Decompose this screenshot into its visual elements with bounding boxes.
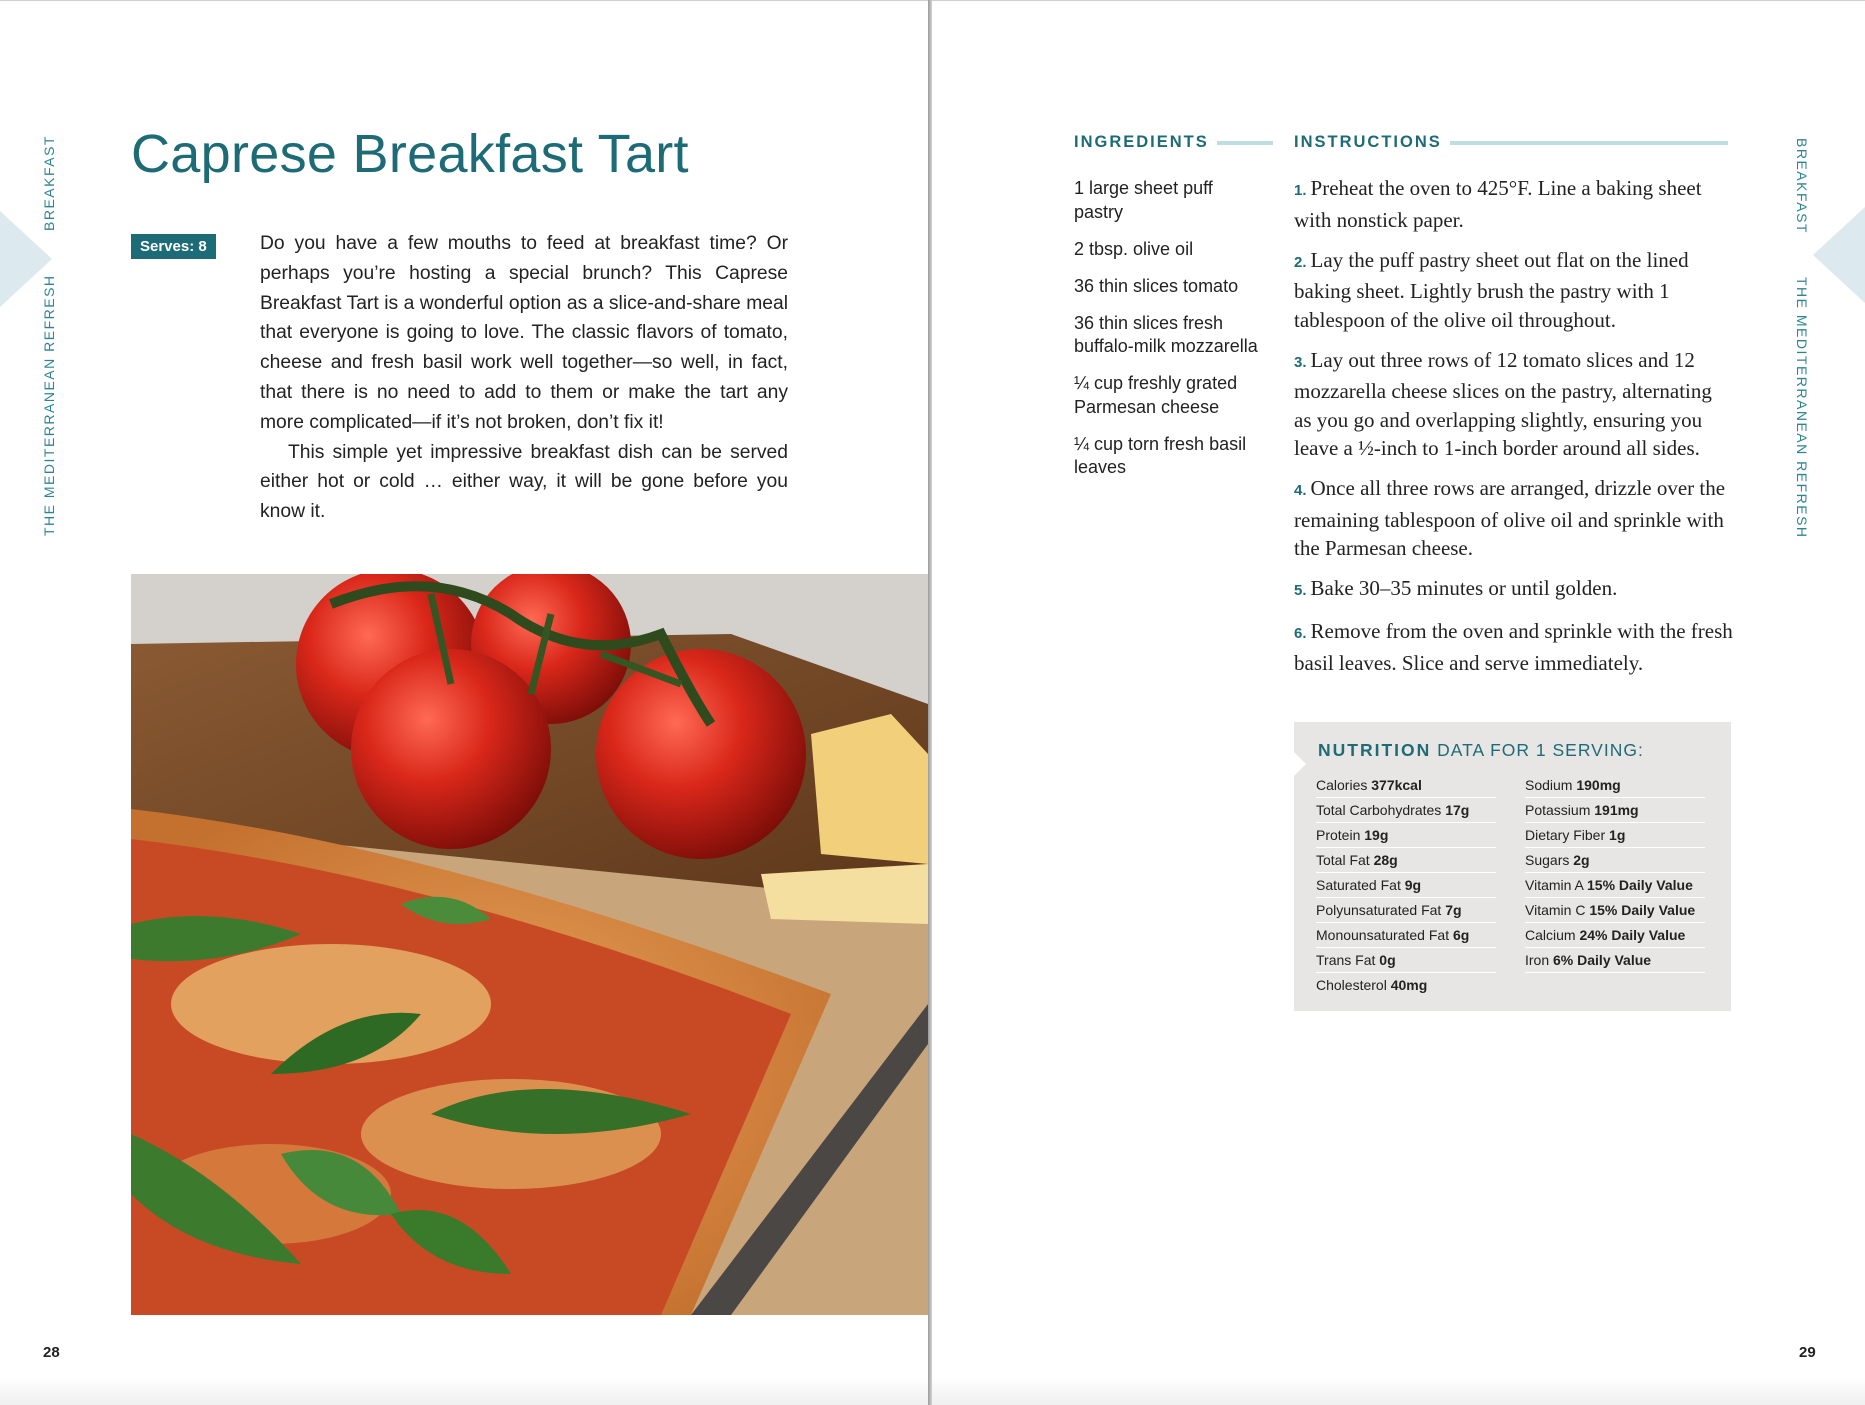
instructions-heading-label: INSTRUCTIONS: [1294, 133, 1442, 151]
nutrient-label: Sugars: [1525, 852, 1574, 868]
nutrient-label: Sodium: [1525, 777, 1577, 793]
section-tab-marker-right: [1813, 207, 1865, 303]
step-text: Once all three rows are arranged, drizzle over the remaining tablespoon of olive oil and sprinkle with the Parmesan cheese.: [1294, 476, 1726, 560]
list-item: 1 large sheet puff pastry: [1074, 178, 1213, 222]
nutrient-value: 191mg: [1594, 802, 1639, 818]
page-number-right: 29: [1799, 1344, 1816, 1361]
heading-rule: [1217, 141, 1273, 145]
recipe-title: Caprese Breakfast Tart: [131, 124, 689, 184]
intro-paragraph-1: Do you have a few mouths to feed at breakfast time? Or perhaps you’re hosting a special brunch? This Caprese Breakfast Tart is a wonderful option as a slice-and-share meal that everyone is going to love. The classic flavors of tomato, cheese and fresh basil work well together—so well, in fact, that there is no need to add to them or make the tart any more complicated—if it’s not broken, don’t fix it!: [260, 233, 788, 433]
nutrient-value: 1g: [1609, 827, 1626, 843]
nutrient-value: 0g: [1379, 952, 1396, 968]
nutrition-row: [1316, 898, 1496, 923]
intro-paragraph-2: This simple yet impressive breakfast dish can be served either hot or cold … either way, it will be gone before you know it.: [260, 441, 788, 523]
nutrition-row: [1316, 773, 1496, 798]
nutrient-label: Cholesterol: [1316, 977, 1391, 993]
nutrient-label: Potassium: [1525, 802, 1595, 818]
page-number-left: 28: [43, 1344, 60, 1361]
nutrient-value: 6% Daily Value: [1553, 952, 1652, 968]
nutrient-label: Saturated Fat: [1316, 877, 1405, 893]
step-text: Lay the puff pastry sheet out flat on the lined baking sheet. Lightly brush the pastry with 1 tablespoon of the olive oil throughout.: [1294, 247, 1689, 332]
nutrition-heading: [1318, 740, 1644, 761]
right-page: [932, 0, 1865, 1405]
nutrient-label: Protein: [1316, 827, 1365, 843]
instruction-step: [1294, 346, 1734, 463]
nutrition-row: [1316, 973, 1496, 998]
side-label-section-right: BREAKFAST: [1794, 138, 1810, 234]
step-text: Remove from the oven and sprinkle with the fresh basil leaves. Slice and serve immediately.: [1294, 619, 1733, 675]
nutrient-label: Dietary Fiber: [1525, 827, 1610, 843]
ingredients-heading-label: INGREDIENTS: [1074, 133, 1209, 151]
nutrient-label: Monounsaturated Fat: [1316, 927, 1453, 943]
nutrition-row: [1316, 848, 1496, 873]
nutrient-value: 9g: [1404, 877, 1422, 893]
nutrient-label: Total Fat: [1316, 852, 1374, 868]
nutrition-notch: [1294, 752, 1306, 776]
nutrition-row: [1525, 898, 1705, 923]
nutrition-column-1: [1316, 773, 1496, 998]
bottom-shade-right: [932, 1377, 1865, 1405]
nutrition-row: [1316, 873, 1496, 898]
serves-badge: Serves: 8: [131, 234, 216, 259]
nutrition-row: [1316, 798, 1496, 823]
intro-text: [260, 229, 788, 527]
nutrient-label: Iron: [1525, 952, 1554, 968]
instructions-heading: [1294, 133, 1728, 152]
left-page: [0, 0, 928, 1405]
nutrition-heading-bold: NUTRITION: [1318, 740, 1432, 760]
nutrition-row: [1525, 873, 1705, 898]
nutrient-value: 40mg: [1390, 977, 1428, 993]
nutrition-row: [1316, 948, 1496, 973]
step-text: Preheat the oven to 425°F. Line a baking sheet with nonstick paper.: [1294, 176, 1702, 232]
nutrition-row: [1316, 923, 1496, 948]
step-number: 2.: [1294, 253, 1307, 271]
nutrient-label: Trans Fat: [1316, 952, 1380, 968]
nutrient-label: Polyunsaturated Fat: [1316, 902, 1446, 918]
heading-rule: [1450, 141, 1728, 145]
side-label-book: THE MEDITERRANEAN REFRESH: [41, 274, 57, 536]
bottom-shade-left: [0, 1377, 928, 1405]
nutrition-panel: [1294, 722, 1731, 1011]
nutrition-row: [1525, 773, 1705, 798]
step-number: 6.: [1294, 625, 1307, 642]
nutrient-label: Vitamin C: [1525, 902, 1590, 918]
list-item: 36 thin slices tomato: [1074, 275, 1239, 296]
instruction-step: [1294, 617, 1734, 677]
instruction-step: [1294, 574, 1734, 606]
instruction-step: [1294, 174, 1734, 234]
nutrition-row: [1316, 823, 1496, 848]
nutrient-value: 190mg: [1576, 777, 1621, 793]
nutrient-value: 19g: [1364, 827, 1389, 843]
nutrition-heading-rest: DATA FOR 1 SERVING:: [1431, 740, 1644, 760]
nutrient-value: 24% Daily Value: [1579, 927, 1686, 943]
nutrient-value: 15% Daily Value: [1587, 877, 1693, 893]
nutrition-row: [1525, 923, 1705, 948]
step-text: Bake 30–35 minutes or until golden.: [1310, 576, 1618, 600]
nutrient-label: Calcium: [1525, 927, 1580, 943]
nutrient-value: 7g: [1445, 902, 1462, 918]
nutrient-value: 377kcal: [1371, 777, 1422, 793]
nutrient-value: 2g: [1573, 852, 1590, 868]
tart-photo: [131, 574, 928, 1315]
step-number: 4.: [1294, 482, 1307, 499]
list-item: ¼ cup torn fresh basil leaves: [1074, 433, 1247, 477]
instructions-list: [1294, 174, 1734, 689]
nutrition-column-2: [1525, 773, 1705, 973]
step-number: 3.: [1294, 353, 1307, 371]
ingredients-list: [1074, 177, 1264, 493]
nutrition-row: [1525, 798, 1705, 823]
nutrition-row: [1525, 848, 1705, 873]
nutrient-label: Calories: [1316, 777, 1372, 793]
list-item: 2 tbsp. olive oil: [1074, 238, 1194, 259]
nutrient-label: Vitamin A: [1525, 877, 1588, 893]
list-item: ¼ cup freshly grated Parmesan cheese: [1074, 373, 1238, 417]
list-item: 36 thin slices fresh buffalo-milk mozzarella: [1074, 312, 1258, 356]
nutrition-row: [1525, 823, 1705, 848]
instruction-step: [1294, 246, 1734, 335]
nutrition-row: [1525, 948, 1705, 973]
nutrient-value: 17g: [1445, 802, 1470, 818]
nutrient-label: Total Carbohydrates: [1316, 802, 1446, 818]
nutrient-value: 15% Daily Value: [1589, 902, 1696, 918]
step-number: 5.: [1294, 582, 1307, 599]
side-label-book-right: THE MEDITERRANEAN REFRESH: [1794, 277, 1810, 539]
step-number: 1.: [1294, 182, 1307, 199]
step-text: Lay out three rows of 12 tomato slices and 12 mozzarella cheese slices on the pastry, alternating as you go and overlapping slightly, ensuring you leave a ½-inch to 1-inch border around all sides.: [1294, 347, 1712, 460]
nutrient-value: 28g: [1373, 852, 1398, 868]
side-label-section: BREAKFAST: [41, 135, 57, 231]
ingredients-heading: [1074, 133, 1273, 152]
instruction-step: [1294, 474, 1734, 563]
nutrient-value: 6g: [1452, 927, 1470, 943]
